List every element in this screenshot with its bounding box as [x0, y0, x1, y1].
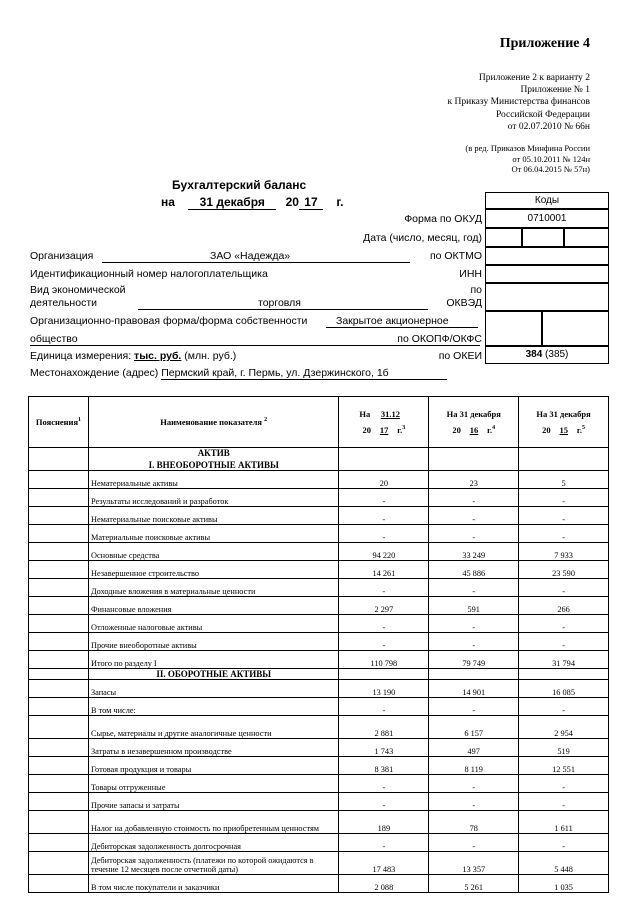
row-name: Дебиторская задолженность (платежи по которой ожидаются в течение 12 месяцев после отчетной даты) [88, 852, 339, 875]
legal-form-label-2: общество [30, 333, 78, 345]
table-row [29, 834, 609, 852]
unit-row [30, 350, 236, 362]
row-value: 1 035 [519, 875, 609, 893]
okfs-box [542, 311, 609, 346]
table-row [29, 471, 609, 489]
header-name: Наименование показателя $^2$ [88, 397, 339, 448]
row-note [29, 597, 89, 615]
row-value: 14 261 [339, 561, 429, 579]
date-value: 31 декабря [188, 195, 276, 210]
ref-line: от 02.07.2010 № 66н [507, 121, 590, 132]
row-name: Доходные вложения в материальные ценности [88, 579, 339, 597]
row-note [29, 471, 89, 489]
row-value: - [339, 834, 429, 852]
header-col3: На 31 декабря 20 15 г.$^5$ [519, 397, 609, 448]
row-value: - [429, 834, 519, 852]
table-row [29, 680, 609, 698]
table-row [29, 875, 609, 893]
row-value: - [429, 633, 519, 651]
row-name: Нематериальные активы [88, 471, 339, 489]
inn-label: ИНН [459, 268, 482, 280]
row-value: 31 794 [519, 651, 609, 669]
row-value: - [519, 775, 609, 793]
row-value: - [339, 793, 429, 811]
row-name: Материальные поисковые активы [88, 525, 339, 543]
row-value: - [519, 793, 609, 811]
row-value: - [429, 775, 519, 793]
section-current-assets-row [29, 669, 609, 680]
row-name: Итого по разделу I [88, 651, 339, 669]
row-value: - [429, 698, 519, 716]
okei-box [485, 346, 609, 364]
ref-line: от 05.10.2011 № 124н [512, 153, 590, 164]
row-note [29, 834, 89, 852]
row-value: 79 749 [429, 651, 519, 669]
ref-line: От 06.04.2015 № 57н) [511, 164, 590, 174]
report-date [161, 195, 343, 210]
row-value: - [519, 698, 609, 716]
address-label: Местонахождение (адрес) [30, 367, 159, 379]
row-note [29, 775, 89, 793]
row-value: 12 551 [519, 757, 609, 775]
unit-value: тыс. руб. [134, 350, 182, 362]
row-note [29, 875, 89, 893]
row-value: 2 954 [519, 716, 609, 739]
org-label: Организация [30, 250, 94, 262]
table-row [29, 811, 609, 834]
row-name: Финансовые вложения [88, 597, 339, 615]
ref-line: Приложение 2 к варианту 2 [478, 73, 590, 83]
row-value: 519 [519, 739, 609, 757]
table-row [29, 716, 609, 739]
row-value: 13 190 [339, 680, 429, 698]
balance-table [28, 396, 609, 893]
row-value: 591 [429, 597, 519, 615]
row-value: 5 [519, 471, 609, 489]
row-value: - [519, 579, 609, 597]
row-note [29, 561, 89, 579]
row-value: - [429, 793, 519, 811]
row-value: 2 297 [339, 597, 429, 615]
row-value: 5 261 [429, 875, 519, 893]
row-value: - [519, 507, 609, 525]
table-row [29, 489, 609, 507]
inn-box [485, 265, 609, 283]
row-value: 13 357 [429, 852, 519, 875]
row-value: - [519, 633, 609, 651]
row-note [29, 615, 89, 633]
ref-line: Российской Федерации [495, 109, 590, 120]
header-col2: На 31 декабря 20 16 г.$^4$ [429, 397, 519, 448]
table-row [29, 739, 609, 757]
row-note [29, 793, 89, 811]
row-note [29, 543, 89, 561]
row-value: 2 881 [339, 716, 429, 739]
table-row [29, 507, 609, 525]
row-name: Основные средства [88, 543, 339, 561]
order-amendments [465, 143, 590, 175]
row-value: - [429, 615, 519, 633]
row-value: - [339, 489, 429, 507]
row-value: 78 [429, 811, 519, 834]
row-note [29, 716, 89, 739]
activity-label-2: деятельности [30, 297, 97, 309]
year-suffix: г. [336, 195, 344, 209]
ref-line: к Приказу Министерства финансов [447, 97, 590, 108]
header-notes: Пояснения$^1$ [29, 397, 89, 448]
okved-box [485, 283, 609, 311]
row-value: 2 088 [339, 875, 429, 893]
address-row [30, 367, 447, 380]
table-row [29, 615, 609, 633]
table-row [29, 633, 609, 651]
year-prefix: 20 [285, 195, 299, 209]
table-header-row [29, 397, 609, 448]
row-name: Результаты исследований и разработок [88, 489, 339, 507]
row-value: 23 590 [519, 561, 609, 579]
okei-alt: (385) [545, 349, 569, 360]
year-value: 17 [299, 195, 323, 210]
row-name: Прочие внеоборотные активы [88, 633, 339, 651]
date-year-box [564, 228, 609, 247]
table-row [29, 775, 609, 793]
row-value: - [339, 775, 429, 793]
unit-alt: (млн. руб.) [184, 350, 237, 362]
row-value: 1 743 [339, 739, 429, 757]
table-row [29, 561, 609, 579]
org-value: ЗАО «Надежда» [210, 250, 291, 262]
oktmo-label: по ОКТМО [429, 250, 482, 262]
row-note [29, 633, 89, 651]
row-value: 266 [519, 597, 609, 615]
row-note [29, 852, 89, 875]
row-value: 6 157 [429, 716, 519, 739]
activity-label-1: Вид экономической [30, 284, 126, 296]
row-name: Товары отгруженные [88, 775, 339, 793]
row-name: Дебиторская задолженность долгосрочная [88, 834, 339, 852]
date-day-box [485, 228, 522, 247]
table-row [29, 793, 609, 811]
legal-form-label: Организационно-правовая форма/форма собственности [30, 315, 308, 327]
row-value: 1 611 [519, 811, 609, 834]
okopf-label: по ОКОПФ/ОКФС [397, 333, 482, 345]
row-name: В том числе покупатели и заказчики [88, 875, 339, 893]
row-name: Затраты в незавершенном производстве [88, 739, 339, 757]
row-name: Готовая продукция и товары [88, 757, 339, 775]
row-note [29, 489, 89, 507]
activity-value: торговля [258, 297, 301, 309]
row-name: Прочие запасы и затраты [88, 793, 339, 811]
table-row [29, 757, 609, 775]
row-value: 14 901 [429, 680, 519, 698]
row-value: - [519, 489, 609, 507]
okud-code: 0710001 [485, 209, 609, 228]
row-name: Отложенные налоговые активы [88, 615, 339, 633]
row-value: - [429, 489, 519, 507]
section-aktiv: АКТИВ I. ВНЕОБОРОТНЫЕ АКТИВЫ [88, 448, 339, 471]
row-value: - [519, 615, 609, 633]
table-row [29, 852, 609, 875]
row-note [29, 525, 89, 543]
row-value: - [429, 579, 519, 597]
table-row [29, 651, 609, 669]
okud-label: Форма по ОКУД [404, 213, 482, 225]
row-value: 8 381 [339, 757, 429, 775]
table-row [29, 525, 609, 543]
row-value: 33 249 [429, 543, 519, 561]
unit-label: Единица измерения: [30, 350, 132, 362]
row-value: 5 448 [519, 852, 609, 875]
row-name: Незавершенное строительство [88, 561, 339, 579]
section-aktiv-row [29, 448, 609, 471]
row-value: 94 220 [339, 543, 429, 561]
row-note [29, 698, 89, 716]
legal-form-value: Закрытое акционерное [336, 315, 449, 327]
row-name: Налог на добавленную стоимость по приобретенным ценностям [88, 811, 339, 834]
address-value: Пермский край, г. Пермь, ул. Дзержинского, 1б [161, 367, 447, 380]
balance-title: Бухгалтерский баланс [172, 178, 307, 192]
row-value: 17 483 [339, 852, 429, 875]
row-value: - [429, 507, 519, 525]
row-value: - [339, 579, 429, 597]
row-note [29, 651, 89, 669]
codes-header: Коды [485, 192, 609, 209]
row-note [29, 680, 89, 698]
table-row [29, 698, 609, 716]
oktmo-box [485, 247, 609, 265]
row-value: - [339, 615, 429, 633]
okei-label: по ОКЕИ [438, 350, 482, 362]
header-col1: На 31.12 20 17 г.$^3$ [339, 397, 429, 448]
row-value: 189 [339, 811, 429, 834]
row-value: - [339, 507, 429, 525]
okopf-box [485, 311, 542, 346]
row-note [29, 811, 89, 834]
table-row [29, 543, 609, 561]
row-value: 20 [339, 471, 429, 489]
row-note [29, 507, 89, 525]
appendix-title: Приложение 4 [499, 36, 590, 51]
row-note [29, 757, 89, 775]
date-month-box [522, 228, 564, 247]
row-value: 16 085 [519, 680, 609, 698]
row-value: - [339, 698, 429, 716]
date-prefix: на [161, 195, 175, 209]
row-value: 8 119 [429, 757, 519, 775]
row-value: 45 886 [429, 561, 519, 579]
row-value: - [339, 525, 429, 543]
okved-label-2: ОКВЭД [446, 297, 482, 309]
row-value: - [519, 525, 609, 543]
date-label: Дата (число, месяц, год) [363, 232, 482, 244]
okei-value: 384 [525, 349, 543, 360]
row-value: 7 933 [519, 543, 609, 561]
section-current-assets: II. ОБОРОТНЫЕ АКТИВЫ [88, 669, 339, 680]
table-row [29, 597, 609, 615]
row-name: Сырье, материалы и другие аналогичные ценности [88, 716, 339, 739]
row-note [29, 739, 89, 757]
row-value: 110 798 [339, 651, 429, 669]
row-name: Запасы [88, 680, 339, 698]
row-value: - [339, 633, 429, 651]
order-reference [448, 72, 590, 133]
inn-description: Идентификационный номер налогоплательщика [30, 268, 268, 280]
row-value: - [519, 834, 609, 852]
row-value: 497 [429, 739, 519, 757]
okved-label-1: по [470, 284, 482, 296]
row-value: - [429, 525, 519, 543]
row-value: 23 [429, 471, 519, 489]
ref-line: Приложение № 1 [520, 85, 590, 96]
ref-line: (в ред. Приказов Минфина России [465, 143, 590, 153]
table-row [29, 579, 609, 597]
row-note [29, 579, 89, 597]
row-name: В том числе: [88, 698, 339, 716]
row-name: Нематериальные поисковые активы [88, 507, 339, 525]
